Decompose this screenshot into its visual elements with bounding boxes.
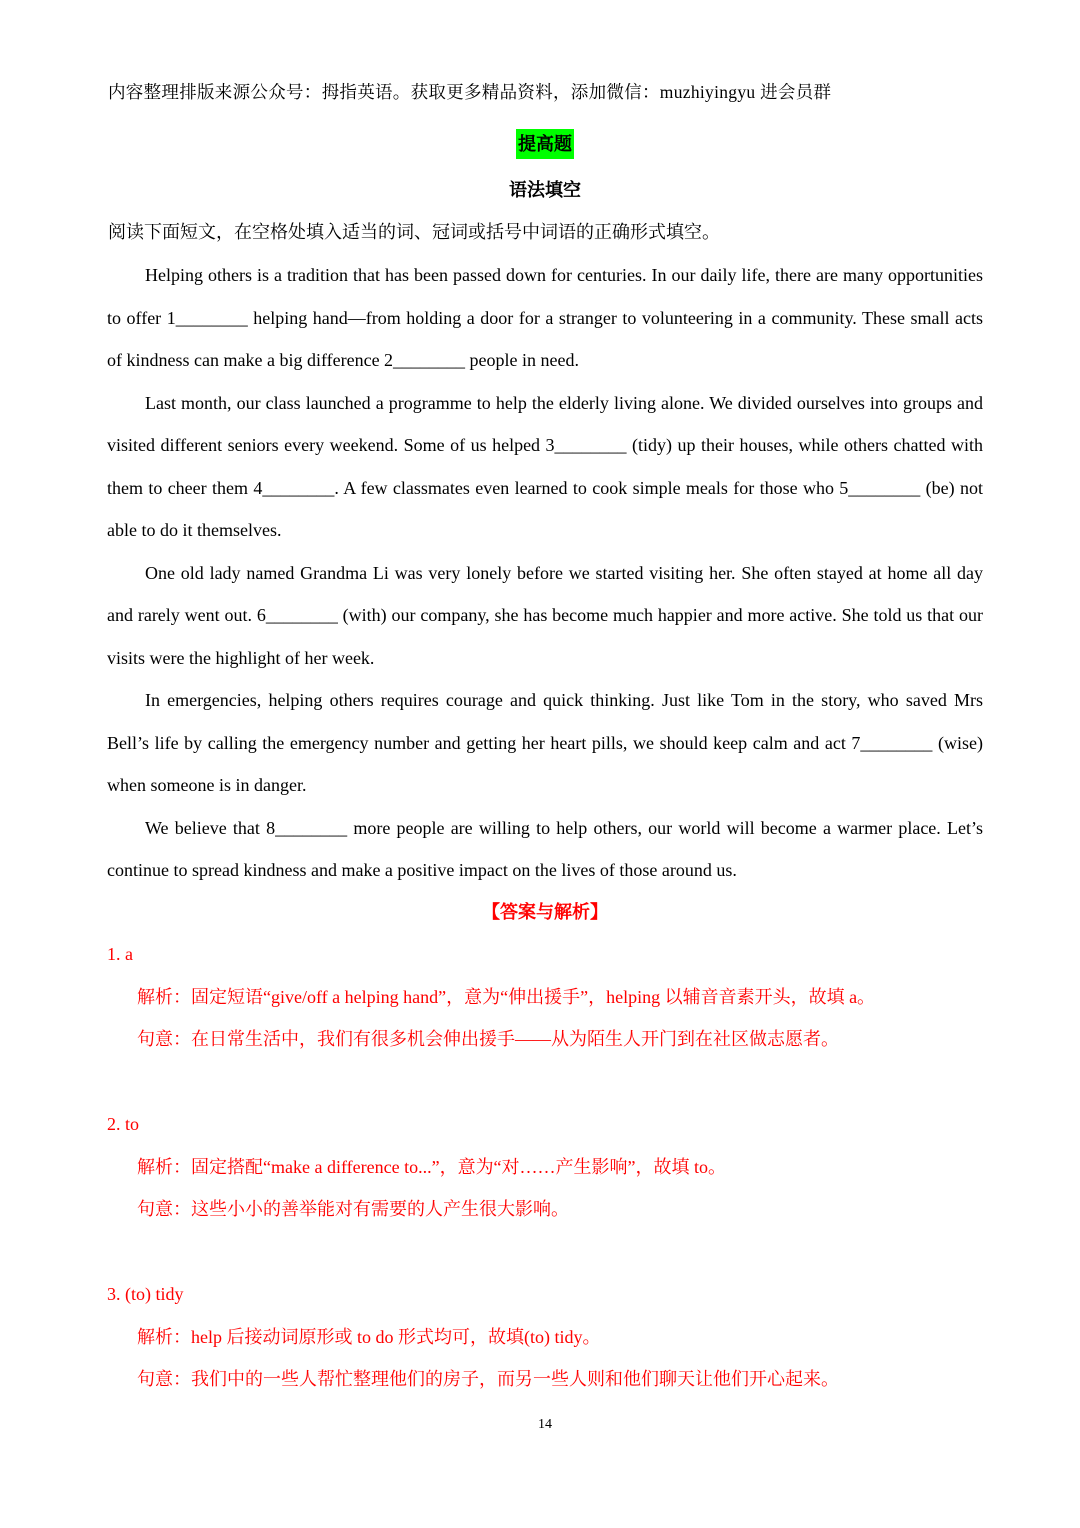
answer-item xyxy=(107,1273,987,1401)
answer-number: 1. a xyxy=(107,944,133,964)
answer-meaning: 句意：这些小小的善举能对有需要的人产生很大影响。 xyxy=(137,1199,569,1219)
header-note: 内容整理排版来源公众号：拇指英语。获取更多精品资料，添加微信：muzhiyingyu 进会员群 xyxy=(108,82,832,102)
passage-paragraph: In emergencies, helping others requires courage and quick thinking. Just like Tom in the story, who saved Mrs Bell’s life by calling the emergency number and getting her heart pills, we should keep calm and act 7________ (wise) when someone is in danger. xyxy=(107,690,983,795)
answer-meaning: 句意：在日常生活中，我们有很多机会伸出援手——从为陌生人开门到在社区做志愿者。 xyxy=(137,1029,839,1049)
level-badge: 提高题 xyxy=(516,129,574,159)
answer-item xyxy=(107,1103,987,1231)
passage-paragraph: One old lady named Grandma Li was very lonely before we started visiting her. She often stayed at home all day and rarely went out. 6________ (with) our company, she has become much happier and more active. She told us that our visits were the highlight of her week. xyxy=(107,562,983,668)
answer-analysis: 解析：固定短语“give/off a helping hand”，意为“伸出援手”，helping 以辅音音素开头，故填 a。 xyxy=(137,986,876,1007)
passage xyxy=(107,254,983,892)
answer-heading: 【答案与解析】 xyxy=(482,902,608,922)
answer-number: 2. to xyxy=(107,1114,140,1134)
answer-item xyxy=(107,933,987,1061)
page-number: 14 xyxy=(538,1417,552,1432)
answer-meaning: 句意：我们中的一些人帮忙整理他们的房子，而另一些人则和他们聊天让他们开心起来。 xyxy=(137,1369,839,1389)
passage-paragraph: Helping others is a tradition that has been passed down for centuries. In our daily life, there are many opportunities to offer 1________ helping hand—from holding a door for a stranger to volunteering in a community. These small acts of kindness can make a big difference 2________ people in need. xyxy=(107,265,983,370)
instruction-text: 阅读下面短文，在空格处填入适当的词、冠词或括号中词语的正确形式填空。 xyxy=(108,222,720,242)
section-title: 语法填空 xyxy=(509,180,581,200)
passage-paragraph: We believe that 8________ more people are willing to help others, our world will become a warmer place. Let’s continue to spread kindness and make a positive impact on the lives of those around us. xyxy=(107,817,983,880)
answer-analysis: 解析：help 后接动词原形或 to do 形式均可，故填(to) tidy。 xyxy=(137,1326,601,1347)
passage-paragraph: Last month, our class launched a programme to help the elderly living alone. We divided ourselves into groups and visited different seniors every weekend. Some of us helped 3________ (tidy) up their houses, while others chatted with them to cheer them 4________. A few classmates even learned to cook simple meals for those who 5________ (be) not able to do it themselves. xyxy=(107,392,983,540)
answers-list xyxy=(107,933,987,1443)
answer-number: 3. (to) tidy xyxy=(107,1284,184,1304)
answer-analysis: 解析：固定搭配“make a difference to...”，意为“对……产生影响”，故填 to。 xyxy=(137,1156,727,1177)
